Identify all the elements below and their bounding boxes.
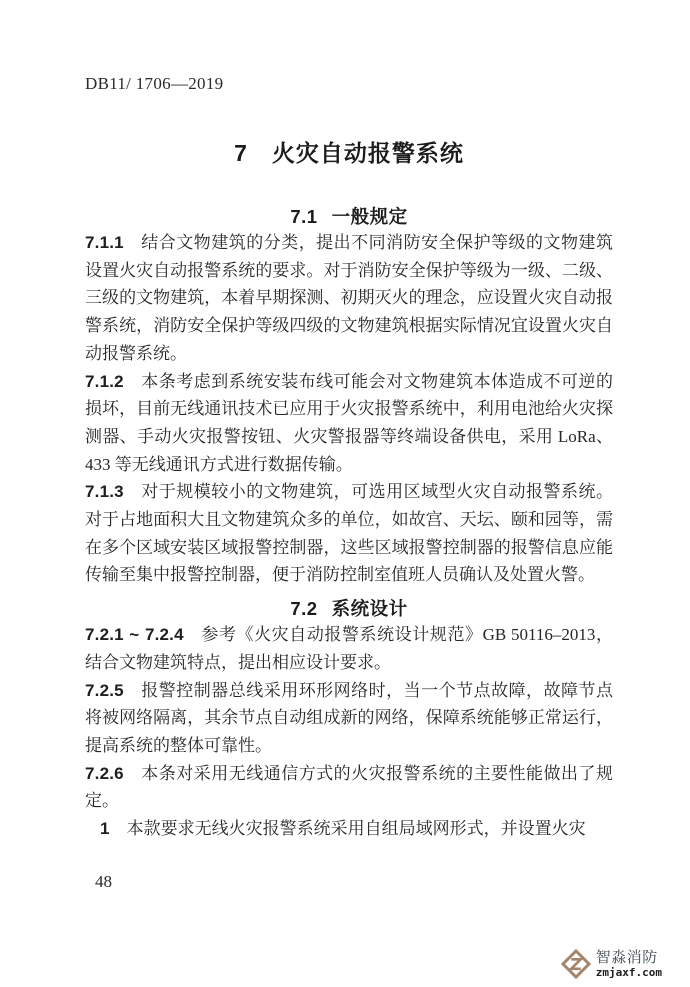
clause-number: 7.2.6 <box>85 763 124 783</box>
diamond-z-icon <box>561 949 591 979</box>
subclause-1 <box>85 815 613 843</box>
section-heading-7-2 <box>85 596 613 621</box>
clause-text: 本条考虑到系统安装布线可能会对文物建筑本体造成不可逆的损坏，目前无线通讯技术已应用于火灾报警系统中，利用电池给火灾探测器、手动火灾报警按钮、火灾警报器等终端设备供电，采用 LoRa、433 等无线通讯方式进行数据传输。 <box>85 371 613 474</box>
section-number: 7.1 <box>290 206 318 227</box>
clause-number: 7.1.3 <box>85 482 124 502</box>
clause-text: 报警控制器总线采用环形网络时，当一个节点故障，故障节点将被网络隔离，其余节点自动组成新的网络，保障系统能够正常运行，提高系统的整体可靠性。 <box>85 680 613 755</box>
watermark-domain: zmjaxf.com <box>595 966 662 979</box>
clause-text: 结合文物建筑的分类，提出不同消防安全保护等级的文物建筑设置火灾自动报警系统的要求。对于消防安全保护等级为一级、二级、三级的文物建筑，本着早期探测、初期灭火的理念，应设置火灾自动报警系统，消防安全保护等级四级的文物建筑根据实际情况宜设置火灾自动报警系统。 <box>85 233 613 363</box>
clause-number: 7.1.2 <box>85 371 124 391</box>
chapter-number: 7 <box>234 140 248 166</box>
clause-text: 对于规模较小的文物建筑，可选用区域型火灾自动报警系统。对于占地面积大且文物建筑众多的单位，如故宫、天坛、颐和园等，需在多个区域安装区域报警控制器，这些区域报警控制器的报警信息应能传输至集中报警控制器，便于消防控制室值班人员确认及处置火警。 <box>85 482 613 585</box>
clause-text: 参考《火灾自动报警系统设计规范》GB 50116–2013，结合文物建筑特点，提出相应设计要求。 <box>85 625 613 672</box>
clause-7-2-6 <box>85 760 613 815</box>
section-heading-7-1 <box>85 204 613 229</box>
chapter-name: 火灾自动报警系统 <box>271 140 464 166</box>
subclause-number: 1 <box>99 819 110 839</box>
clause-number: 7.1.1 <box>85 233 124 252</box>
section-number: 7.2 <box>290 598 318 620</box>
clause-number: 7.2.5 <box>85 680 124 700</box>
clause-text: 本条对采用无线通信方式的火灾报警系统的主要性能做出了规定。 <box>85 763 613 811</box>
clause-7-1-1 <box>85 229 613 368</box>
document-code: DB11/ 1706—2019 <box>85 74 224 93</box>
clause-7-2-5 <box>85 677 613 760</box>
section-name: 系统设计 <box>331 598 408 620</box>
subclause-text: 本款要求无线火灾报警系统采用自组局域网形式，并设置火灾 <box>126 819 586 839</box>
watermark <box>561 949 662 979</box>
clause-7-2-1-to-7-2-4 <box>85 621 613 676</box>
clause-7-1-3 <box>85 478 613 589</box>
clause-number: 7.2.1 ~ 7.2.4 <box>85 625 184 645</box>
watermark-text <box>596 950 662 978</box>
watermark-brand: 智淼消防 <box>595 949 658 966</box>
page-number: 48 <box>95 872 112 891</box>
clause-7-1-2 <box>85 368 613 479</box>
section-name: 一般规定 <box>331 206 408 227</box>
chapter-title <box>85 138 613 169</box>
